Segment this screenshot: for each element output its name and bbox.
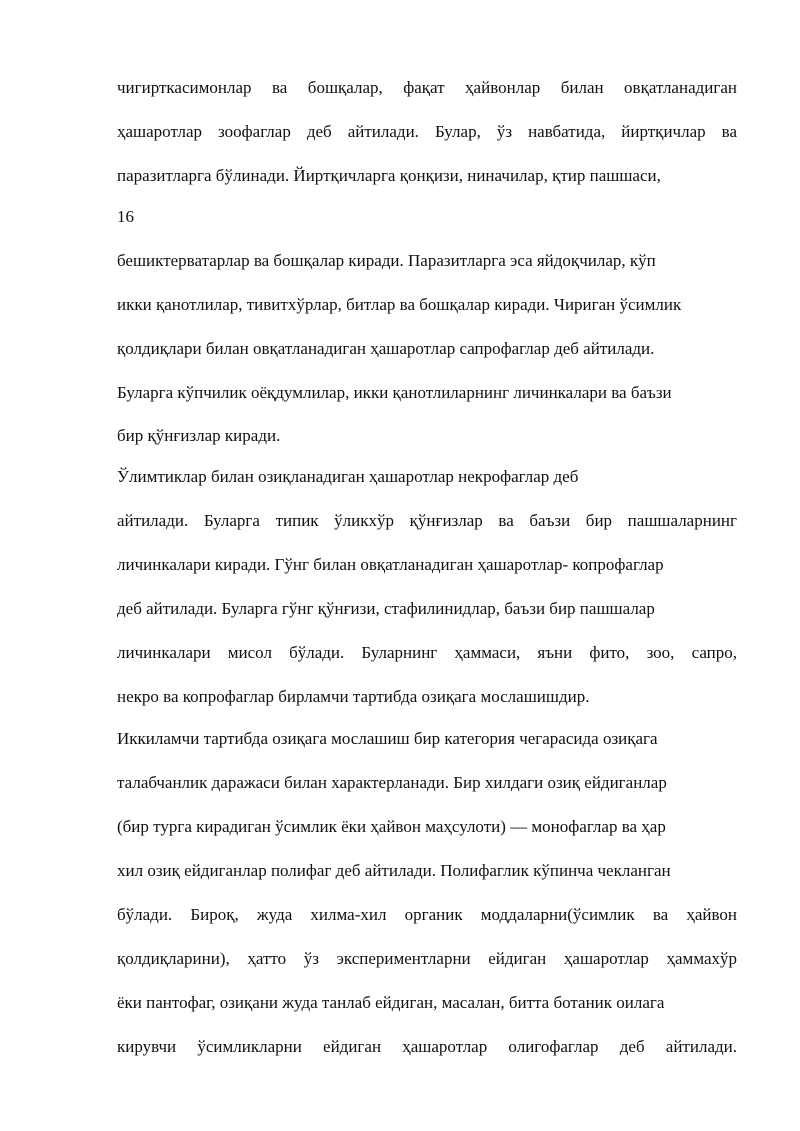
text-line-7: Буларга кўпчилик оёқдумлилар, икки қанотлиларнинг личинкалари ва баъзи bbox=[117, 383, 672, 402]
text-line-4: бешиктерватарлар ва бошқалар киради. Паразитларга эса яйдоқчилар, кўп bbox=[117, 251, 656, 270]
text-line-19: бўлади. Бироқ, жуда хилма-хил органик моддаларни(ўсимлик ва ҳайвон bbox=[117, 905, 737, 924]
text-line-13: личинкалари мисол бўлади. Буларнинг ҳаммаси, яъни фито, зоо, сапро, bbox=[117, 643, 737, 662]
text-line-17: (бир турга кирадиган ўсимлик ёки ҳайвон маҳсулоти) — монофаглар ва ҳар bbox=[117, 817, 666, 836]
text-line-20: қолдиқларини), ҳатто ўз экспериментларни ейдиган ҳашаротлар ҳаммахўр bbox=[117, 949, 737, 968]
text-line-15: Иккиламчи тартибда озиқага мослашиш бир категория чегарасида озиқага bbox=[117, 729, 658, 748]
text-line-1: чигирткасимонлар ва бошқалар, фақат ҳайвонлар билан овқатланадиган bbox=[117, 78, 737, 97]
page-number: 16 bbox=[117, 207, 134, 226]
text-line-21: ёки пантофаг, озиқани жуда танлаб ейдиган, масалан, битта ботаник оилага bbox=[117, 993, 665, 1012]
text-line-22: кирувчи ўсимликларни ейдиган ҳашаротлар олигофаглар деб айтилади. bbox=[117, 1037, 737, 1056]
text-line-3: паразитларга бўлинади. Йиртқичларга қонқизи, ниначилар, қтир пашшаси, bbox=[117, 166, 661, 185]
text-line-8: бир қўнғизлар киради. bbox=[117, 426, 281, 445]
text-line-14: некро ва копрофаглар бирламчи тартибда озиқага мослашишдир. bbox=[117, 687, 590, 706]
text-line-11: личинкалари киради. Гўнг билан овқатланадиган ҳашаротлар- копрофаглар bbox=[117, 555, 664, 574]
text-line-12: деб айтилади. Буларга гўнг қўнғизи, стафилинидлар, баъзи бир пашшалар bbox=[117, 599, 655, 618]
text-line-2: ҳашаротлар зоофаглар деб айтилади. Булар, ўз навбатида, йиртқичлар ва bbox=[117, 122, 737, 141]
text-line-10: айтилади. Буларга типик ўликхўр қўнғизлар ва баъзи бир пашшаларнинг bbox=[117, 511, 737, 530]
text-line-9: Ўлимтиклар билан озиқланадиган ҳашаротлар некрофаглар деб bbox=[117, 467, 579, 486]
text-line-16: талабчанлик даражаси билан характерланади. Бир хилдаги озиқ ейдиганлар bbox=[117, 773, 667, 792]
text-line-18: хил озиқ ейдиганлар полифаг деб айтилади. Полифаглик кўпинча чекланган bbox=[117, 861, 671, 880]
text-line-6: қолдиқлари билан овқатланадиган ҳашаротлар сапрофаглар деб айтилади. bbox=[117, 339, 655, 358]
text-line-5: икки қанотлилар, тивитхўрлар, битлар ва бошқалар киради. Чириган ўсимлик bbox=[117, 295, 682, 314]
